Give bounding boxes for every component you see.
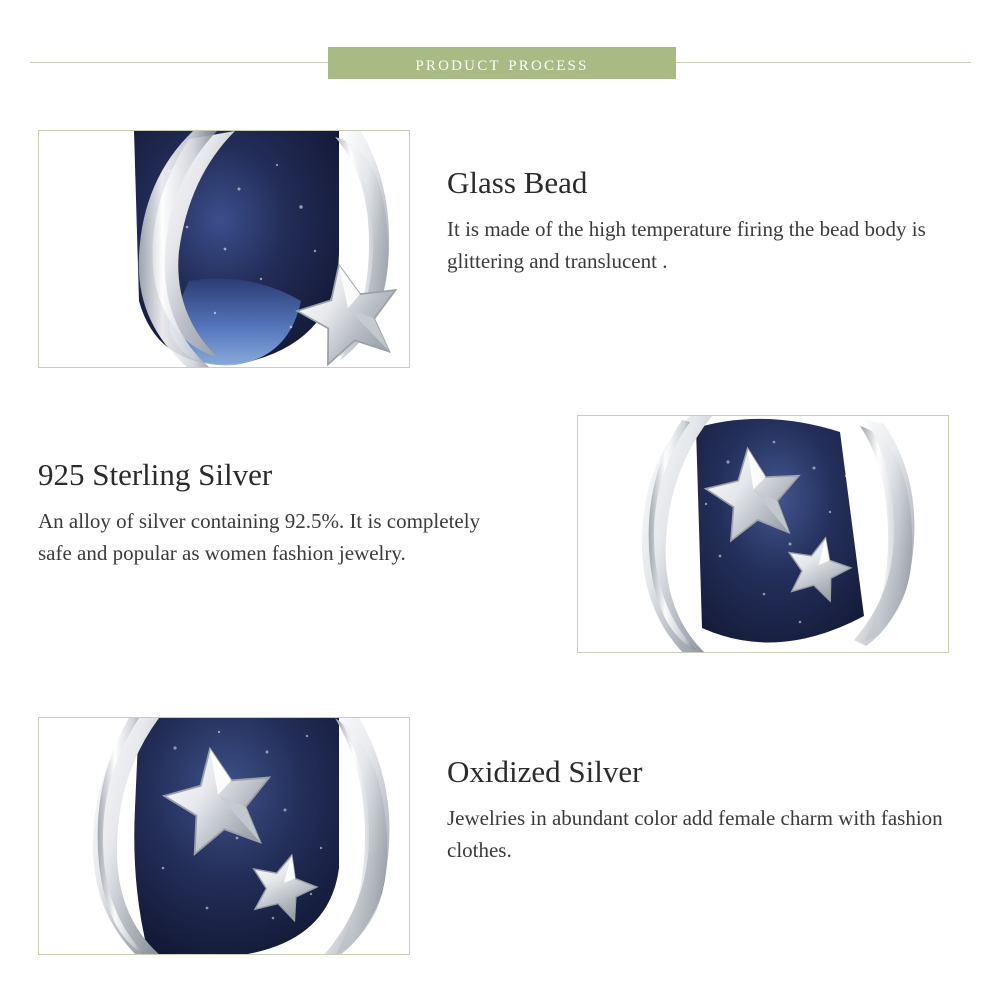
- section-oxidized-silver: [447, 755, 947, 867]
- section-heading-sterling-silver: 925 Sterling Silver: [38, 457, 273, 492]
- section-heading-oxidized-silver: Oxidized Silver: [447, 754, 643, 789]
- charm-illustration-2: [578, 416, 948, 652]
- charm-illustration-1: [39, 131, 409, 367]
- section-heading-glass-bead: Glass Bead: [447, 165, 588, 200]
- section-body-sterling-silver: An alloy of silver containing 92.5%. It is completely safe and popular as women fashion jewelry.: [38, 509, 481, 565]
- section-body-oxidized-silver: Jewelries in abundant color add female charm with fashion clothes.: [447, 806, 943, 862]
- product-image-glass-bead: [38, 130, 410, 368]
- product-image-sterling-silver: [577, 415, 949, 653]
- section-glass-bead: [447, 166, 947, 278]
- page-title: product process: [415, 50, 589, 75]
- header-banner: [328, 47, 676, 79]
- charm-illustration-3: [39, 718, 409, 954]
- charm-svg-1: [39, 131, 410, 368]
- product-image-oxidized-silver: [38, 717, 410, 955]
- charm-svg-3: [39, 718, 410, 955]
- charm-svg-2: [578, 416, 949, 653]
- section-sterling-silver: [38, 458, 518, 570]
- section-body-glass-bead: It is made of the high temperature firing the bead body is glittering and translucent .: [447, 217, 926, 273]
